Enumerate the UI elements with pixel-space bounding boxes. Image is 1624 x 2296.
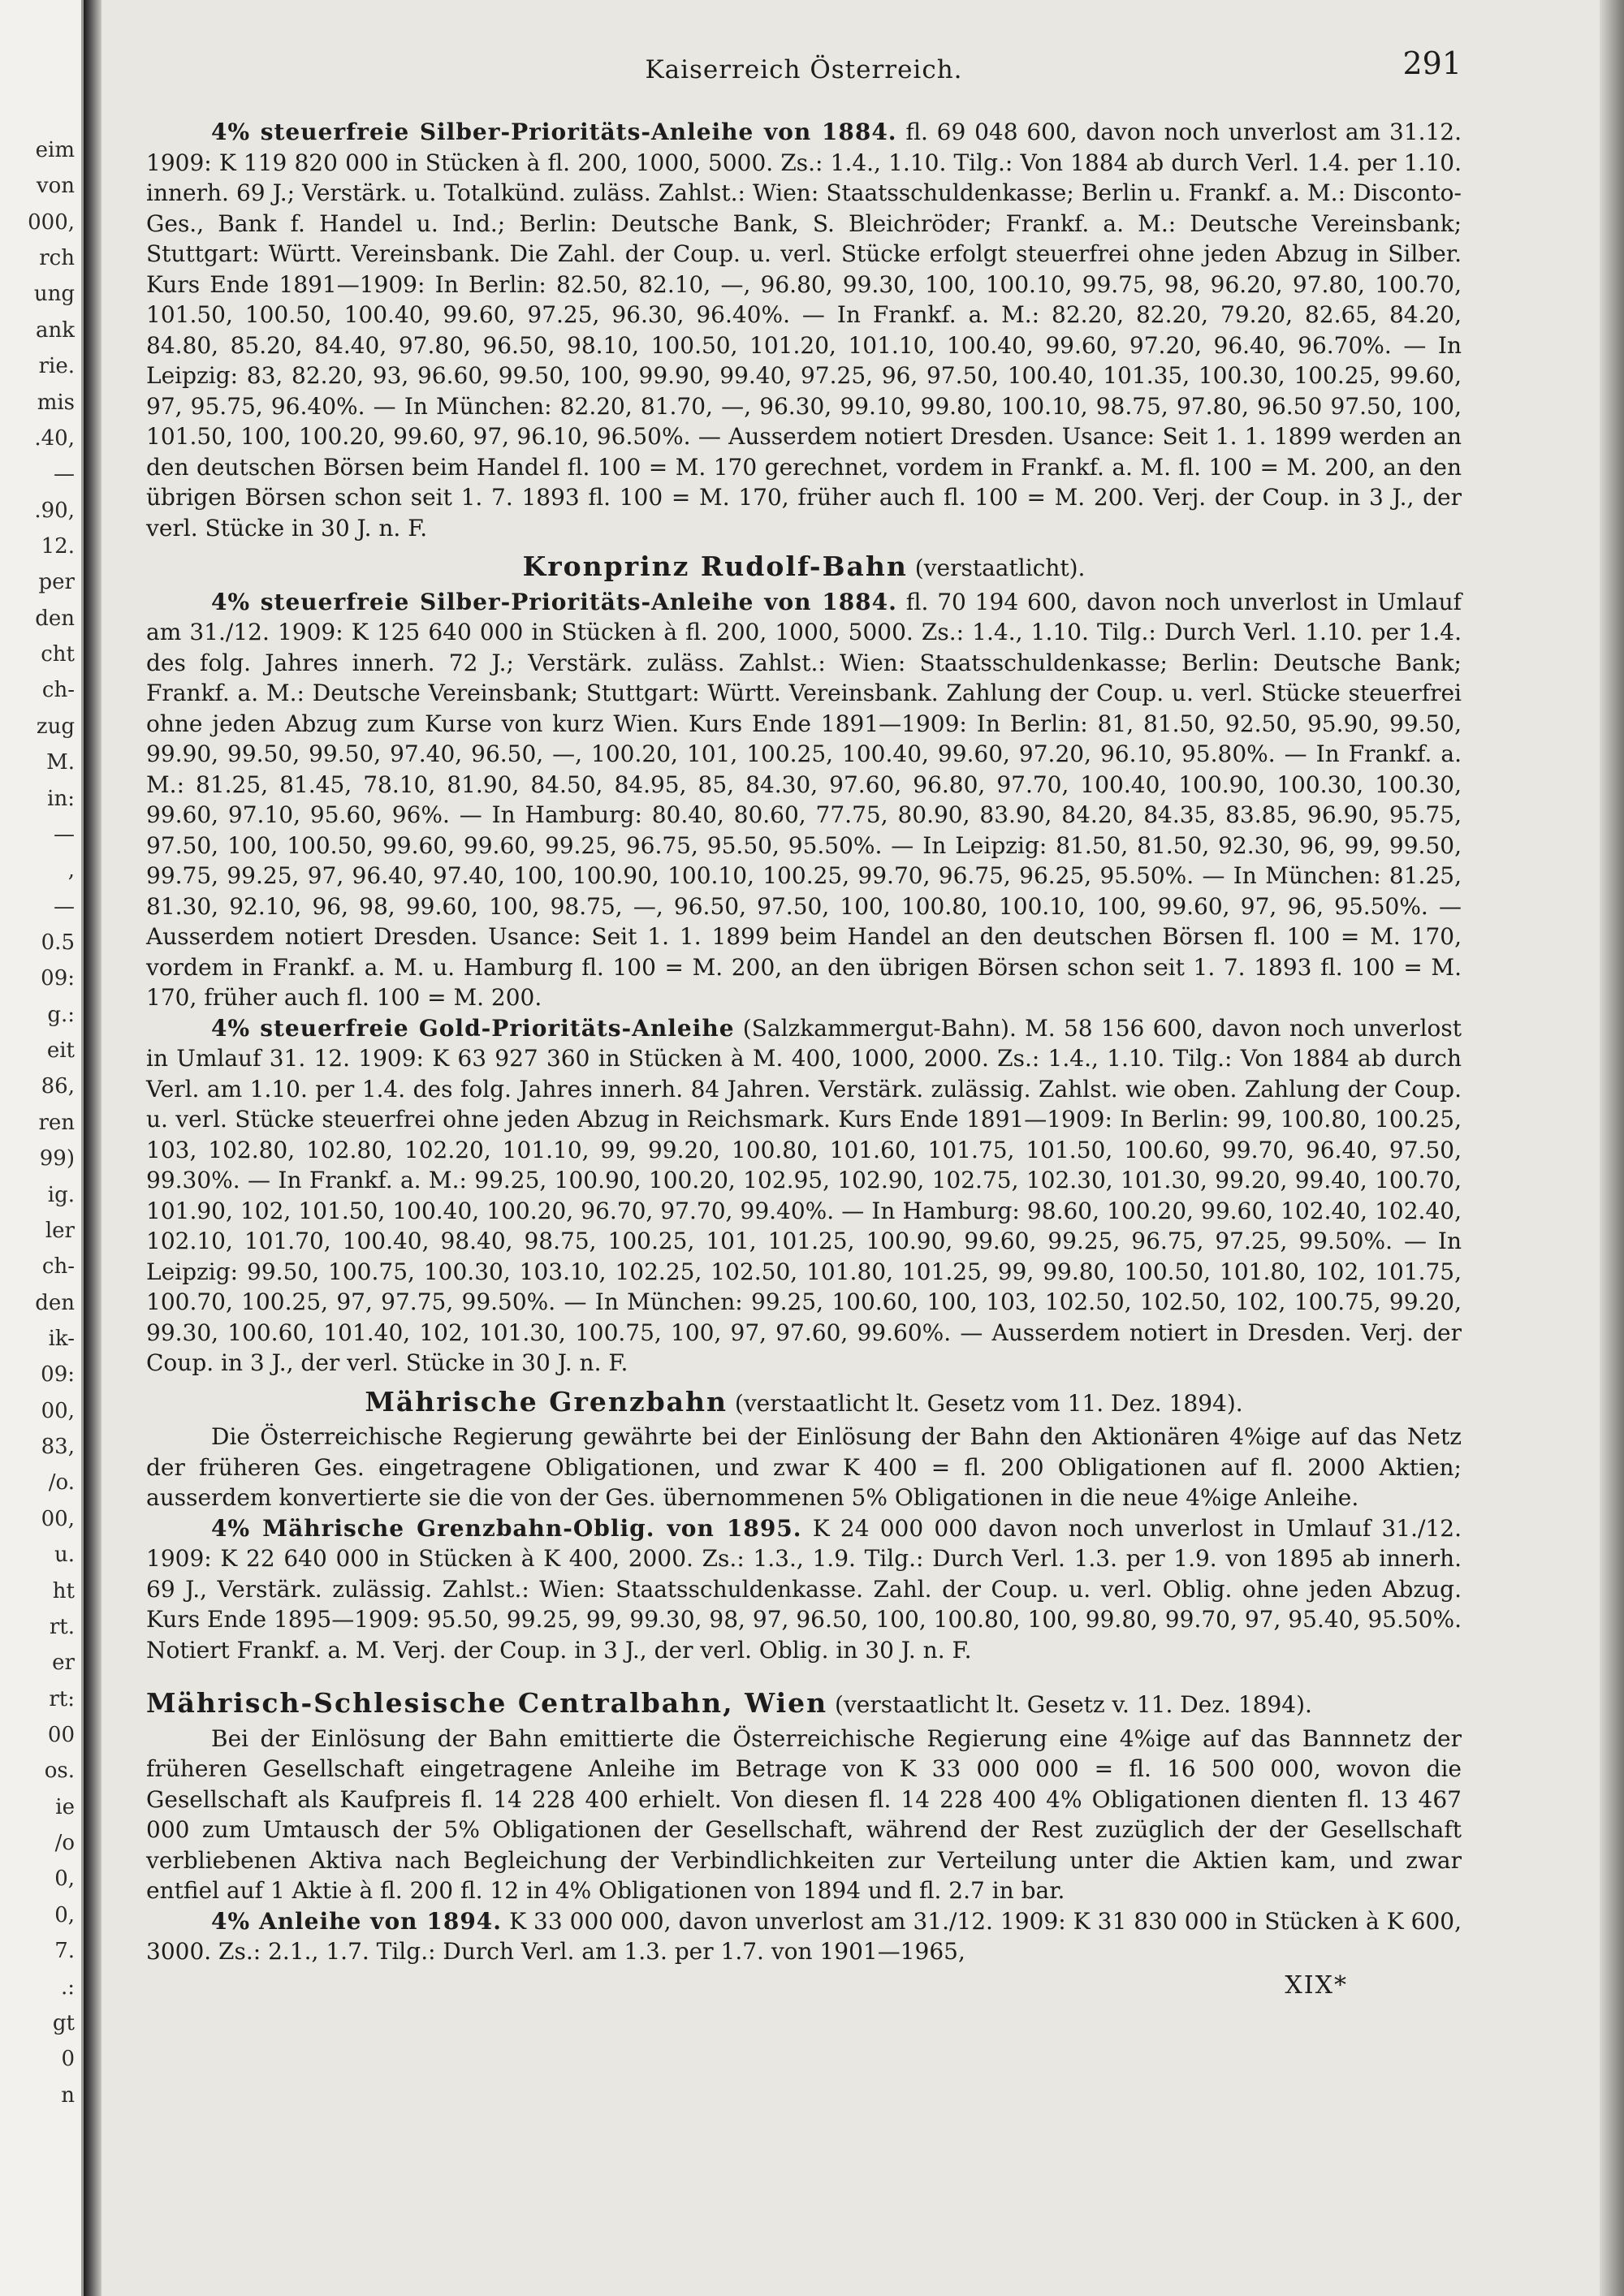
margin-fragment: M.: [46, 750, 75, 775]
section-maehrisch-schlesische-centralbahn: [146, 1688, 1462, 1967]
paragraph: [146, 1013, 1462, 1379]
section-kronprinz-rudolf-bahn: [146, 551, 1462, 1379]
margin-fragment: n: [61, 2082, 75, 2108]
margin-fragment: 86,: [41, 1074, 75, 1099]
signature-mark: XIX*: [1285, 1970, 1348, 2000]
margin-fragment: von: [36, 174, 75, 199]
paragraph: [146, 587, 1462, 1013]
margin-fragment: rie.: [38, 354, 75, 379]
section-heading: [146, 551, 1462, 584]
bond-title: 4% Anleihe von 1894.: [211, 1907, 503, 1935]
margin-fragment: 0: [61, 2047, 75, 2072]
margin-fragment: ch-: [41, 1254, 75, 1280]
margin-fragment: in:: [47, 786, 75, 811]
margin-fragment: .:: [60, 1974, 75, 2000]
margin-fragment: ie: [55, 1794, 75, 1819]
margin-fragment: g.:: [47, 1002, 75, 1027]
section-heading-note: (verstaatlicht lt. Gesetz vom 11. Dez. 1894).: [728, 1389, 1243, 1417]
margin-fragment: zug: [36, 714, 75, 739]
section-heading: [146, 1688, 1462, 1720]
margin-fragment: 00: [47, 1723, 75, 1747]
margin-fragment: 12.: [41, 534, 75, 559]
margin-fragment: rt:: [49, 1686, 75, 1711]
paragraph-text: K 33 000 000, davon unverlost am 31./12. 1909: K 31 830 000 in Stücken à K 600, 3000. Zs.: 2.1., 1.7. Tilg.: Durch Verl. am 1.3. per 1.7. von 1901—1965,: [146, 1907, 1462, 1965]
section-heading-name: Mährische Grenzbahn: [365, 1385, 728, 1418]
margin-fragment: den: [35, 606, 75, 631]
section-maehrische-grenzbahn: [146, 1387, 1462, 1666]
page-title: Kaiserreich Österreich.: [645, 55, 963, 84]
margin-fragment: ht: [52, 1578, 75, 1603]
margin-fragment: eit: [46, 1038, 75, 1064]
margin-fragment: den: [35, 1290, 75, 1315]
section-heading: [146, 1387, 1462, 1419]
section-heading-note: (verstaatlicht).: [907, 555, 1086, 581]
margin-fragment: rt.: [49, 1614, 75, 1639]
margin-fragment: er: [52, 1651, 75, 1676]
margin-fragment: —: [54, 822, 75, 847]
margin-fragment: ik-: [48, 1327, 75, 1351]
margin-fragment: ,: [67, 858, 75, 883]
paragraph-text: Bei der Einlösung der Bahn emittierte die Österreichische Regierung eine 4%ige auf das Bannnetz der früheren Gesellschaft eingetragene Anleihe im Betrage von K 33 000 000 = fl. 16 500 000, wovon die Gesellschaft als Kaufpreis fl. 14 228 400 erhielt. Von diesen fl. 14 228 400 4% Obligationen dienten fl. 13 467 000 zum Umtausch der 5% Obligationen der Gesellschaft, während der Rest zuzüglich der der Gesellschaft verbliebenen Aktiva nach Begleichung der Verbindlichkeiten zur Verteilung unter die Aktien kam, und zwar entfiel auf 1 Aktie à fl. 200 fl. 12 in 4% Obligationen von 1894 und fl. 2.7 in bar.: [146, 1724, 1462, 1904]
margin-fragment: 000,: [28, 209, 75, 235]
margin-fragment: 0,: [54, 1867, 75, 1892]
margin-fragment: 99): [39, 1146, 75, 1172]
paragraph: [146, 117, 1462, 543]
page: [146, 45, 1462, 2000]
margin-fragment: u.: [54, 1543, 75, 1568]
margin-fragment: os.: [44, 1759, 75, 1784]
bond-title: 4% steuerfreie Gold-Prioritäts-Anleihe: [211, 1014, 735, 1042]
margin-fragment: 7.: [54, 1939, 75, 1964]
paragraph-text: fl. 70 194 600, davon noch unverlost in Umlauf am 31./12. 1909: K 125 640 000 in Stücken à fl. 200, 1000, 5000. Zs.: 1.4., 1.10. Tilg.: Durch Verl. 1.10. per 1.4. des folg. Jahres innerh. 72 J.; Verstärk. zuläss. Zahlst.: Wien: Staatsschuldenkasse; Berlin: Deutsche Bank; Frankf. a. M.: Deutsche Vereinsbank; Stuttgart: Württ. Vereinsbank. Zahlung der Coup. u. verl. Stücke steuerfrei ohne jeden Abzug zum Kurse von kurz Wien. Kurs Ende 1891—1909: In Berlin: 81, 81.50, 92.50, 95.90, 99.50, 99.90, 99.50, 99.50, 97.40, 96.50, —, 100.20, 101, 100.25, 100.40, 99.60, 97.20, 96.10, 95.80%. — In Frankf. a. M.: 81.25, 81.45, 78.10, 81.90, 84.50, 84.95, 85, 84.30, 97.60, 96.80, 97.70, 100.40, 100.90, 100.30, 100.30, 99.60, 97.10, 95.60, 96%. — In Hamburg: 80.40, 80.60, 77.75, 80.90, 83.90, 84.20, 84.35, 83.85, 96.90, 95.75, 97.50, 100, 100.50, 99.60, 99.60, 99.25, 96.75, 95.50, 95.50%. — In Leipzig: 81.50, 81.50, 92.30, 96, 99, 99.50, 99.75, 99.25, 97, 96.40, 97.40, 100, 100.90, 100.10, 100.25, 99.70, 96.75, 96.25, 95.50%. — In München: 81.25, 81.30, 92.10, 96, 98, 99.60, 100, 98.75, —, 96.50, 97.50, 100, 100.80, 100.10, 100, 99.60, 97, 96, 95.50%. — Ausserdem notiert Dresden. Usance: Seit 1. 1. 1899 beim Handel an den deutschen Börsen fl. 100 = M. 170, vordem in Frankf. a. M. u. Hamburg fl. 100 = M. 200, an den übrigen Börsen schon seit 1. 7. 1893 fl. 100 = M. 170, früher auch fl. 100 = M. 200.: [146, 588, 1462, 1011]
section-silber-1884: [146, 117, 1462, 543]
paragraph-text: K 24 000 000 davon noch unverlost in Umlauf 31./12. 1909: K 22 640 000 in Stücken à K 400, 2000. Zs.: 1.3., 1.9. Tilg.: Durch Verl. 1.3. per 1.9. von 1895 ab innerh. 69 J., Verstärk. zulässig. Zahlst.: Wien: Staatsschuldenkasse. Zahl. der Coup. u. verl. Oblig. ohne jeden Abzug. Kurs Ende 1895—1909: 95.50, 99.25, 99, 99.30, 98, 97, 96.50, 100, 100.80, 100, 99.80, 99.70, 97, 95.40, 95.50%. Notiert Frankf. a. M. Verj. der Coup. in 3 J., der verl. Oblig. in 30 J. n. F.: [146, 1514, 1462, 1664]
margin-fragment: /o: [54, 1831, 75, 1856]
margin-fragment: .40,: [34, 425, 75, 451]
section-heading-note: (verstaatlicht lt. Gesetz v. 11. Dez. 1894).: [827, 1691, 1312, 1718]
margin-fragment: 09:: [41, 966, 75, 991]
paragraph-text: fl. 69 048 600, davon noch unverlost am 31.12. 1909: K 119 820 000 in Stücken à fl. 200, 1000, 5000. Zs.: 1.4., 1.10. Tilg.: Von 1884 ab durch Verl. 1.4. per 1.10. innerh. 69 J.; Verstärk. u. Totalkünd. zuläss. Zahlst.: Wien: Staatsschuldenkasse; Berlin u. Frankf. a. M.: Disconto-Ges., Bank f. Handel u. Ind.; Berlin: Deutsche Bank, S. Bleichröder; Frankf. a. M.: Deutsche Vereinsbank; Stuttgart: Württ. Vereinsbank. Die Zahl. der Coup. u. verl. Stücke erfolgt steuerfrei ohne jeden Abzug in Silber. Kurs Ende 1891—1909: In Berlin: 82.50, 82.10, —, 96.80, 99.30, 100, 100.10, 99.75, 98, 96.20, 97.80, 100.70, 101.50, 100.50, 100.40, 99.60, 97.25, 96.30, 96.40%. — In Frankf. a. M.: 82.20, 82.20, 79.20, 82.65, 84.20, 84.80, 85.20, 84.40, 97.80, 96.50, 98.10, 100.50, 101.20, 101.10, 100.40, 99.60, 97.20, 96.40, 96.70%. — In Leipzig: 83, 82.20, 93, 96.60, 99.50, 100, 99.90, 99.40, 97.25, 96, 97.50, 100.40, 101.35, 100.30, 100.25, 99.60, 97, 95.75, 96.40%. — In München: 82.20, 81.70, —, 96.30, 99.10, 99.80, 100.10, 98.75, 97.80, 96.50 97.50, 100, 101.50, 100, 100.20, 99.60, 97, 96.10, 96.50%. — Ausserdem notiert Dresden. Usance: Seit 1. 1. 1899 werden an den deutschen Börsen beim Handel fl. 100 = M. 170 gerechnet, vordem in Frankf. a. M. fl. 100 = M. 200, an den übrigen Börsen schon seit 1. 7. 1893 fl. 100 = M. 170, früher auch fl. 100 = M. 200. Verj. der Coup. in 3 J., der verl. Stücke in 30 J. n. F.: [146, 119, 1462, 542]
bond-title: 4% steuerfreie Silber-Prioritäts-Anleihe von 1884.: [211, 119, 897, 145]
margin-fragment: —: [54, 894, 75, 919]
previous-page-margin: [0, 0, 84, 2296]
margin-fragment: ank: [35, 317, 75, 343]
margin-fragment: 09:: [41, 1362, 75, 1388]
margin-fragment: 00,: [41, 1506, 75, 1531]
paragraph-text: Die Österreichische Regierung gewährte bei der Einlösung der Bahn den Aktionären 4%ige auf das Netz der früheren Ges. eingetragene Obligationen, und zwar K 400 = fl. 200 Obligationen auf fl. 2000 Aktien; ausserdem konvertierte sie die von der Ges. übernommenen 5% Obligationen in die neue 4%ige Anleihe.: [146, 1423, 1462, 1511]
margin-fragment: ch-: [41, 678, 75, 703]
margin-fragment: mis: [37, 390, 75, 415]
running-head: [146, 45, 1462, 97]
page-number: 291: [1402, 45, 1462, 81]
margin-fragment: ren: [38, 1110, 75, 1135]
section-heading-name: Kronprinz Rudolf-Bahn: [522, 550, 908, 582]
margin-fragment: cht: [41, 642, 75, 667]
margin-fragment: 00,: [41, 1398, 75, 1423]
margin-fragment: 0.5: [41, 930, 75, 955]
margin-fragment: rch: [39, 246, 75, 271]
margin-fragment: .90,: [34, 498, 75, 523]
section-heading-name: Mährisch-Schlesische Centralbahn, Wien: [146, 1687, 828, 1719]
margin-fragment: ung: [33, 282, 75, 307]
book-gutter: [84, 0, 102, 2296]
paragraph: [146, 1422, 1462, 1513]
margin-fragment: gt: [52, 2010, 75, 2035]
margin-fragment: per: [38, 570, 75, 595]
margin-fragment: ler: [45, 1218, 75, 1243]
paragraph: [146, 1513, 1462, 1666]
paragraph: [146, 1906, 1462, 1967]
paragraph-text: (Salzkammergut-Bahn). M. 58 156 600, davon noch unverlost in Umlauf 31. 12. 1909: K 63 927 360 in Stücken à M. 400, 1000, 2000. Zs.: 1.4., 1.10. Tilg.: Von 1884 ab durch Verl. am 1.10. per 1.4. des folg. Jahres innerh. 84 Jahren. Verstärk. zulässig. Zahlst. wie oben. Zahlung der Coup. u. verl. Stücke steuerfrei ohne jeden Abzug in Reichsmark. Kurs Ende 1891—1909: In Berlin: 99, 100.80, 100.25, 103, 102.80, 102.80, 102.20, 101.10, 99, 99.20, 100.80, 101.60, 101.75, 101.50, 100.60, 99.70, 96.40, 97.50, 99.30%. — In Frankf. a. M.: 99.25, 100.90, 100.20, 102.95, 102.90, 102.75, 102.30, 101.30, 99.20, 99.40, 100.70, 101.90, 102, 101.50, 100.40, 100.20, 96.70, 97.70, 99.40%. — In Hamburg: 98.60, 100.20, 99.60, 102.40, 102.40, 102.10, 101.70, 100.40, 98.40, 98.75, 100.25, 101, 101.25, 100.90, 99.60, 99.25, 96.75, 97.25, 99.50%. — In Leipzig: 99.50, 100.75, 100.30, 103.10, 102.25, 102.50, 101.80, 101.25, 99, 99.80, 100.50, 101.80, 102, 101.75, 100.70, 100.25, 97, 97.75, 99.50%. — In München: 99.25, 100.60, 100, 103, 102.50, 102.50, 102, 100.75, 99.20, 99.30, 100.60, 101.40, 102, 101.30, 100.75, 100, 97, 97.60, 99.60%. — Ausserdem notiert in Dresden. Verj. der Coup. in 3 J., der verl. Stücke in 30 J. n. F.: [146, 1014, 1462, 1376]
paragraph: [146, 1724, 1462, 1906]
margin-fragment: /o.: [48, 1470, 75, 1495]
margin-fragment: ig.: [47, 1182, 75, 1207]
margin-fragment: 83,: [41, 1435, 75, 1460]
bond-title: 4% steuerfreie Silber-Prioritäts-Anleihe von 1884.: [211, 588, 897, 615]
page-edge: [1600, 0, 1624, 2296]
margin-fragment: 0,: [54, 1902, 75, 1927]
margin-fragment: —: [54, 462, 75, 487]
margin-fragment: eim: [35, 138, 75, 162]
bond-title: 4% Mährische Grenzbahn-Oblig. von 1895.: [211, 1514, 802, 1542]
